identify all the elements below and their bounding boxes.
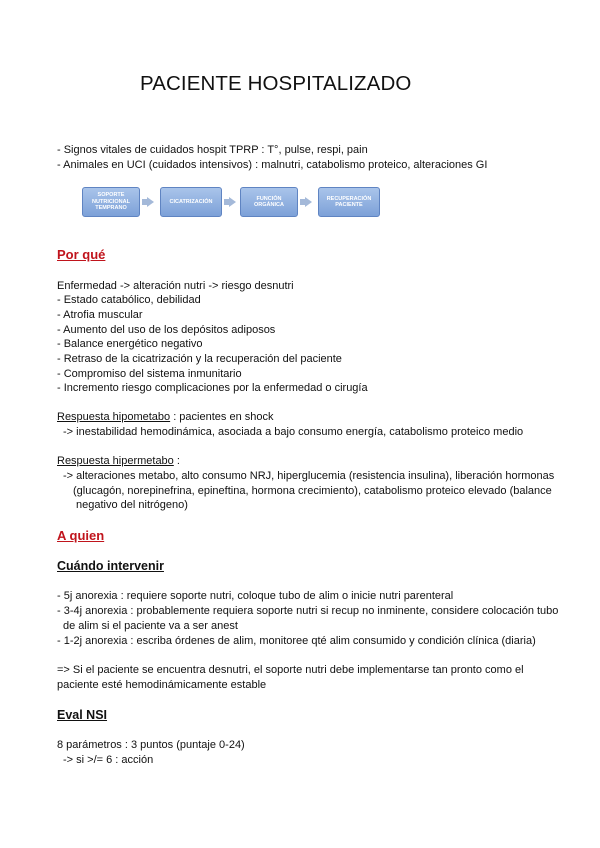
hipermetabo-label: Respuesta hipermetabo xyxy=(57,455,174,467)
conclusion-line: paciente esté hemodinámicamente estable xyxy=(57,679,267,691)
list-item: - Retraso de la cicatrización y la recuperación del paciente xyxy=(57,353,342,365)
subsection-heading-eval: Eval NSI xyxy=(57,708,108,722)
hipometabo-text: : pacientes en shock xyxy=(170,411,274,423)
list-item: - Balance energético negativo xyxy=(57,338,203,350)
flow-step-recuperacion: RECUPERACIÓN PACIENTE xyxy=(318,187,380,217)
flow-arrow-icon xyxy=(305,197,312,207)
flow-arrow-icon xyxy=(147,197,154,207)
hipometabo-label: Respuesta hipometabo xyxy=(57,411,171,423)
hipermetabo-detail: negativo del nitrógeno) xyxy=(76,499,188,511)
hipermetabo-text: : xyxy=(173,455,180,467)
list-item: - Estado catabólico, debilidad xyxy=(57,294,201,306)
intro-line: - Animales en UCI (cuidados intensivos) : malnutri, catabolismo proteico, alteraciones GI xyxy=(57,159,488,171)
section-heading-aquien: A quien xyxy=(57,528,105,543)
hipermetabo-line xyxy=(57,454,180,468)
list-item: - Atrofia muscular xyxy=(57,309,143,321)
hipometabo-line xyxy=(57,410,273,424)
flow-step-cicatrizacion: CICATRIZACIÓN xyxy=(160,187,222,217)
flow-step-soporte: SOPORTE NUTRICIONAL TEMPRANO xyxy=(82,187,140,217)
intro-line: - Signos vitales de cuidados hospit TPRP : T°, pulse, respi, pain xyxy=(57,144,368,156)
list-item: - Aumento del uso de los depósitos adiposos xyxy=(57,324,276,336)
eval-line: -> si >/= 6 : acción xyxy=(63,754,154,766)
subsection-heading-cuando: Cuándo intervenir xyxy=(57,559,164,573)
hipermetabo-detail: -> alteraciones metabo, alto consumo NRJ, hiperglucemia (resistencia insulina), liberación hormonas xyxy=(63,470,555,482)
section-heading-porque: Por qué xyxy=(57,247,106,262)
nutrition-flow-diagram xyxy=(82,187,382,217)
list-item: - 1-2j anorexia : escriba órdenes de alim, monitoree qté alim consumido y condición clínica (diaria) xyxy=(57,635,536,647)
conclusion-line: => Si el paciente se encuentra desnutri, el soporte nutri debe implementarse tan pronto como el xyxy=(57,664,524,676)
hipometabo-detail: -> inestabilidad hemodinámica, asociada a bajo consumo energía, catabolismo proteico medio xyxy=(63,426,524,438)
list-item: - 5j anorexia : requiere soporte nutri, coloque tubo de alim o inicie nutri parenteral xyxy=(57,590,454,602)
list-item: - Compromiso del sistema inmunitario xyxy=(57,368,242,380)
page-title: PACIENTE HOSPITALIZADO xyxy=(140,72,412,95)
hipermetabo-detail: (glucagón, norepinefrina, epineftina, hormona crecimiento), catabolismo proteico elevado (balance xyxy=(73,485,552,497)
flow-step-funcion: FUNCIÓN ORGÁNICA xyxy=(240,187,298,217)
list-item: - Incremento riesgo complicaciones por la enfermedad o cirugía xyxy=(57,382,368,394)
flow-arrow-icon xyxy=(229,197,236,207)
list-item: Enfermedad -> alteración nutri -> riesgo desnutri xyxy=(57,280,294,292)
list-item-continuation: de alim si el paciente va a ser anest xyxy=(63,620,238,632)
eval-line: 8 parámetros : 3 puntos (puntaje 0-24) xyxy=(57,739,245,751)
list-item: - 3-4j anorexia : probablemente requiera soporte nutri si recup no inminente, considere colocación tubo xyxy=(57,605,559,617)
